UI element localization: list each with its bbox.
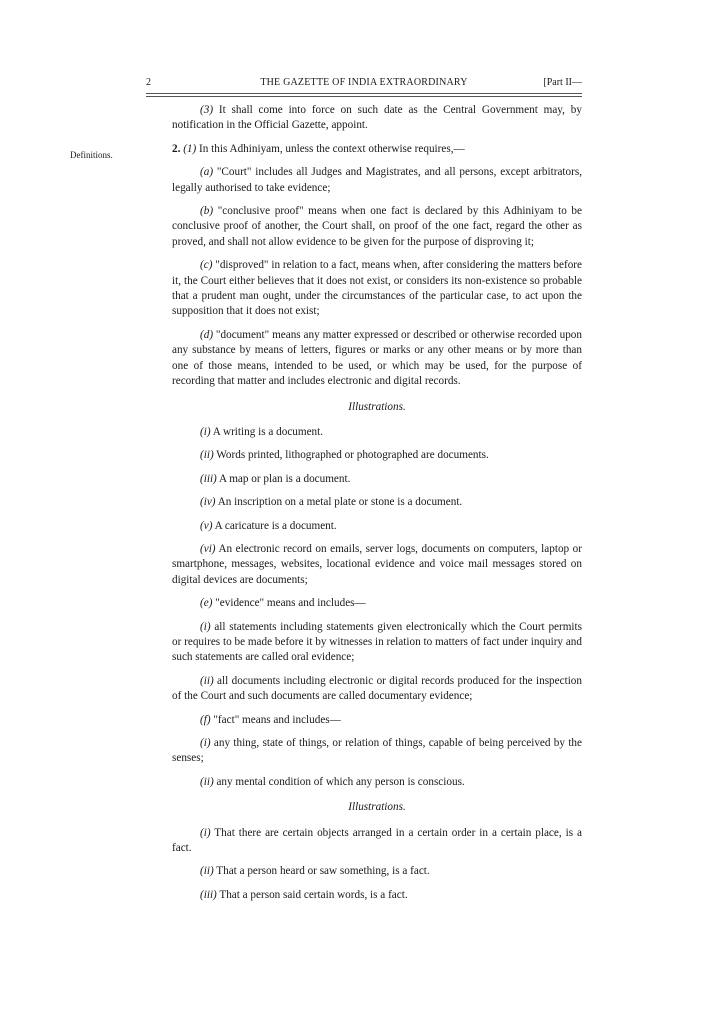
illustration-item: [172, 542, 582, 588]
section-number: 2.: [172, 142, 181, 155]
illustration-item: [172, 495, 582, 510]
clause-text: In this Adhiniyam, unless the context otherwise requires,—: [196, 142, 465, 155]
clause-text: That a person heard or saw something, is a fact.: [213, 865, 430, 878]
illustration-item: [172, 888, 582, 903]
clause-number: (e): [200, 597, 213, 610]
definition-a: [172, 165, 582, 196]
clause-text: A caricature is a document.: [212, 519, 337, 532]
clause-text: A writing is a document.: [210, 425, 324, 438]
clause-number: (d): [200, 328, 214, 341]
clause-number: (iii): [200, 472, 217, 485]
illustration-item: [172, 472, 582, 487]
clause-number: (i): [200, 425, 211, 438]
illustration-item: [172, 448, 582, 463]
definition-f-ii: [172, 775, 582, 790]
clause-text: all documents including electronic or digital records produced for the inspection of the Court and such documents are called documentary evidence;: [172, 674, 582, 703]
definition-e-ii: [172, 674, 582, 705]
clause-number: (f): [200, 713, 211, 726]
clause-text: all statements including statements given electronically which the Court permits or requires to be made before it by witnesses in relation to matters of fact under inquiry and such statements are called oral evidence;: [172, 620, 582, 664]
clause-text: An electronic record on emails, server logs, documents on computers, laptop or smartphone, messages, websites, locational evidence and voice mail messages stored on digital devices are documents;: [172, 542, 582, 586]
gazette-title: THE GAZETTE OF INDIA EXTRAORDINARY: [260, 77, 468, 88]
clause-number: (a): [200, 166, 214, 179]
definition-f-i: [172, 736, 582, 767]
page-header: [146, 77, 582, 93]
clause-text: any mental condition of which any person is conscious.: [213, 775, 465, 788]
clause-text: Words printed, lithographed or photographed are documents.: [213, 449, 489, 462]
clause-number: (ii): [200, 674, 214, 687]
clause-number: (ii): [200, 865, 214, 878]
margin-note: Definitions.: [70, 150, 113, 160]
definition-e-i: [172, 620, 582, 666]
clause-text: "fact" means and includes—: [210, 713, 341, 726]
clause-number: (1): [183, 142, 197, 155]
definition-e: [172, 596, 582, 611]
clause-number: (iii): [200, 888, 217, 901]
clause-text: An inscription on a metal plate or stone is a document.: [215, 496, 463, 509]
clause-text: "disproved" in relation to a fact, means when, after considering the matters before it, the Court either believes that it does not exist, or considers its non-existence so probable that a prudent man ought, under the circumstances of the particular case, to act upon the supposition that it does not exist;: [172, 259, 582, 318]
illustrations-heading: Illustrations.: [348, 801, 406, 814]
clause-number: (i): [200, 620, 211, 633]
clause-text: That there are certain objects arranged in a certain order in a certain place, is a fact.: [172, 826, 582, 855]
header-rule: [146, 96, 582, 97]
clause-text: A map or plan is a document.: [216, 472, 351, 485]
clause-number: (vi): [200, 542, 216, 555]
clause-text: any thing, state of things, or relation of things, capable of being perceived by the senses;: [172, 737, 582, 765]
illustration-item: [172, 519, 582, 534]
document-body: [172, 103, 582, 911]
part-label: [Part II—: [543, 77, 582, 88]
definition-c: [172, 258, 582, 320]
definition-f: [172, 713, 582, 728]
illustration-item: [172, 425, 582, 440]
subsection-3: [172, 103, 582, 134]
clause-number: (b): [200, 205, 214, 218]
illustrations-heading: Illustrations.: [348, 400, 406, 413]
page-number: 2: [146, 77, 151, 88]
section-2: [172, 142, 582, 157]
clause-text: "document" means any matter expressed or described or otherwise recorded upon any substance by means of letters, figures or marks or any other means or by more than one of those means, intended to be used, or which may be used, for the purpose of recording that matter and includes electronic and digital records.: [172, 328, 582, 388]
clause-number: (i): [200, 737, 211, 749]
definition-d: [172, 328, 582, 390]
clause-number: (ii): [200, 775, 214, 788]
clause-number: (ii): [200, 449, 214, 462]
clause-number: (3): [200, 104, 214, 116]
clause-number: (v): [200, 519, 213, 532]
clause-number: (iv): [200, 496, 216, 509]
illustration-item: [172, 826, 582, 857]
clause-number: (c): [200, 259, 213, 272]
clause-text: It shall come into force on such date as the Central Government may, by notification in the Official Gazette, appoint.: [172, 104, 582, 132]
definition-b: [172, 204, 582, 250]
header-rule: [146, 93, 582, 94]
illustration-item: [172, 864, 582, 879]
clause-text: "conclusive proof" means when one fact is declared by this Adhiniyam to be conclusive proof of another, the Court shall, on proof of the one fact, regard the other as proved, and shall not allow evidence to be given for the purpose of disproving it;: [172, 205, 582, 248]
clause-text: That a person said certain words, is a fact.: [216, 888, 408, 901]
clause-number: (i): [200, 826, 211, 839]
clause-text: "Court" includes all Judges and Magistrates, and all persons, except arbitrators, legally authorised to take evidence;: [172, 166, 582, 194]
clause-text: "evidence" means and includes—: [212, 597, 366, 610]
